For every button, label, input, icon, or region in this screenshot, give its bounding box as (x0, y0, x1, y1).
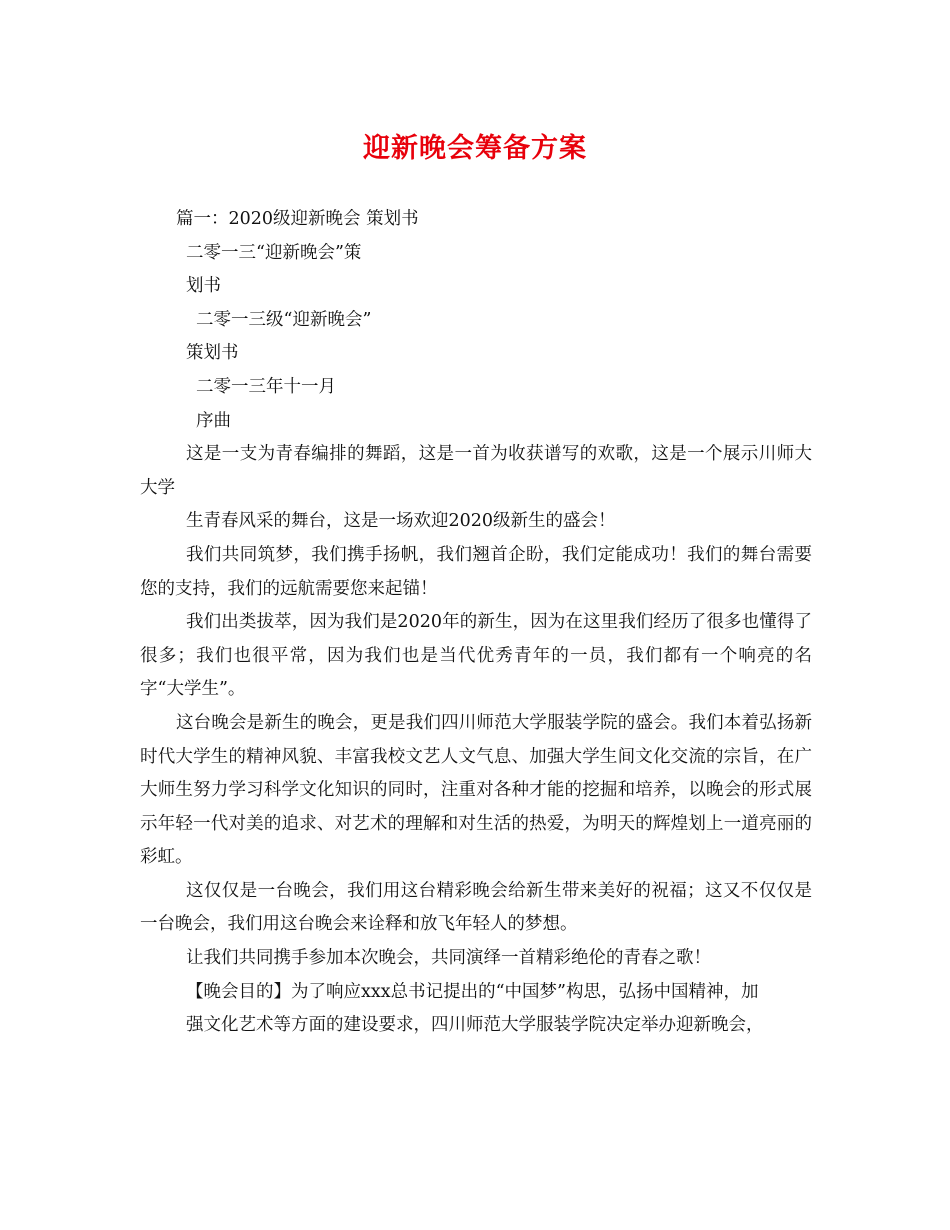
paragraph: 这仅仅是一台晚会，我们用这台精彩晚会给新生带来美好的祝福；这又不仅仅是一台晚会，我们用这台晚会来诠释和放飞年轻人的梦想。 (140, 880, 812, 935)
text-line: 二零一三年十一月 (196, 376, 336, 397)
text-line: 划书 (186, 276, 221, 297)
text-line: 序曲 (196, 410, 231, 431)
paragraph: 让我们共同携手参加本次晚会，共同演绎一首精彩绝伦的青春之歌！ (186, 948, 711, 969)
paragraph: 我们共同筑梦，我们携手扬帆，我们翘首企盼，我们定能成功！我们的舞台需要您的支持，我们的远航需要您来起锚！ (140, 544, 812, 599)
paragraph: 生青春风采的舞台，这是一场欢迎2020级新生的盛会！ (186, 511, 616, 532)
paragraph: 这是一支为青春编排的舞蹈，这是一首为收获谱写的欢歌，这是一个展示川师大大学 (140, 444, 812, 498)
document-body (140, 203, 812, 1043)
section-heading: 篇一：2020级迎新晚会 策划书 (176, 209, 419, 229)
document-title: 迎新晚会筹备方案 (363, 133, 587, 164)
text-line: 策划书 (186, 343, 239, 364)
paragraph: 我们出类拔萃，因为我们是2020年的新生，因为在这里我们经历了很多也懂得了很多；我们也很平常，因为我们也是当代优秀青年的一员，我们都有一个响亮的名字“大学生”。 (140, 612, 812, 700)
paragraph: 这台晚会是新生的晚会，更是我们四川师范大学服装学院的盛会。我们本着弘扬新时代大学生的精神风貌、丰富我校文艺人文气息、加强大学生间文化交流的宗旨，在广大师生努力学习科学文化知识的同时，注重对各种才能的挖掘和培养，以晚会的形式展示年轻一代对美的追求、对艺术的理解和对生活的热爱，为明天的辉煌划上一道亮丽的彩虹。 (140, 712, 812, 868)
text-line: 二零一三级“迎新晚会” (196, 309, 372, 330)
text-line: 二零一三“迎新晚会”策 (186, 242, 362, 263)
paragraph: 强文化艺术等方面的建设要求，四川师范大学服装学院决定举办迎新晚会， (186, 1015, 764, 1036)
paragraph: 【晚会目的】为了响应xxx总书记提出的“中国梦”构思，弘扬中国精神，加 (186, 981, 759, 1002)
